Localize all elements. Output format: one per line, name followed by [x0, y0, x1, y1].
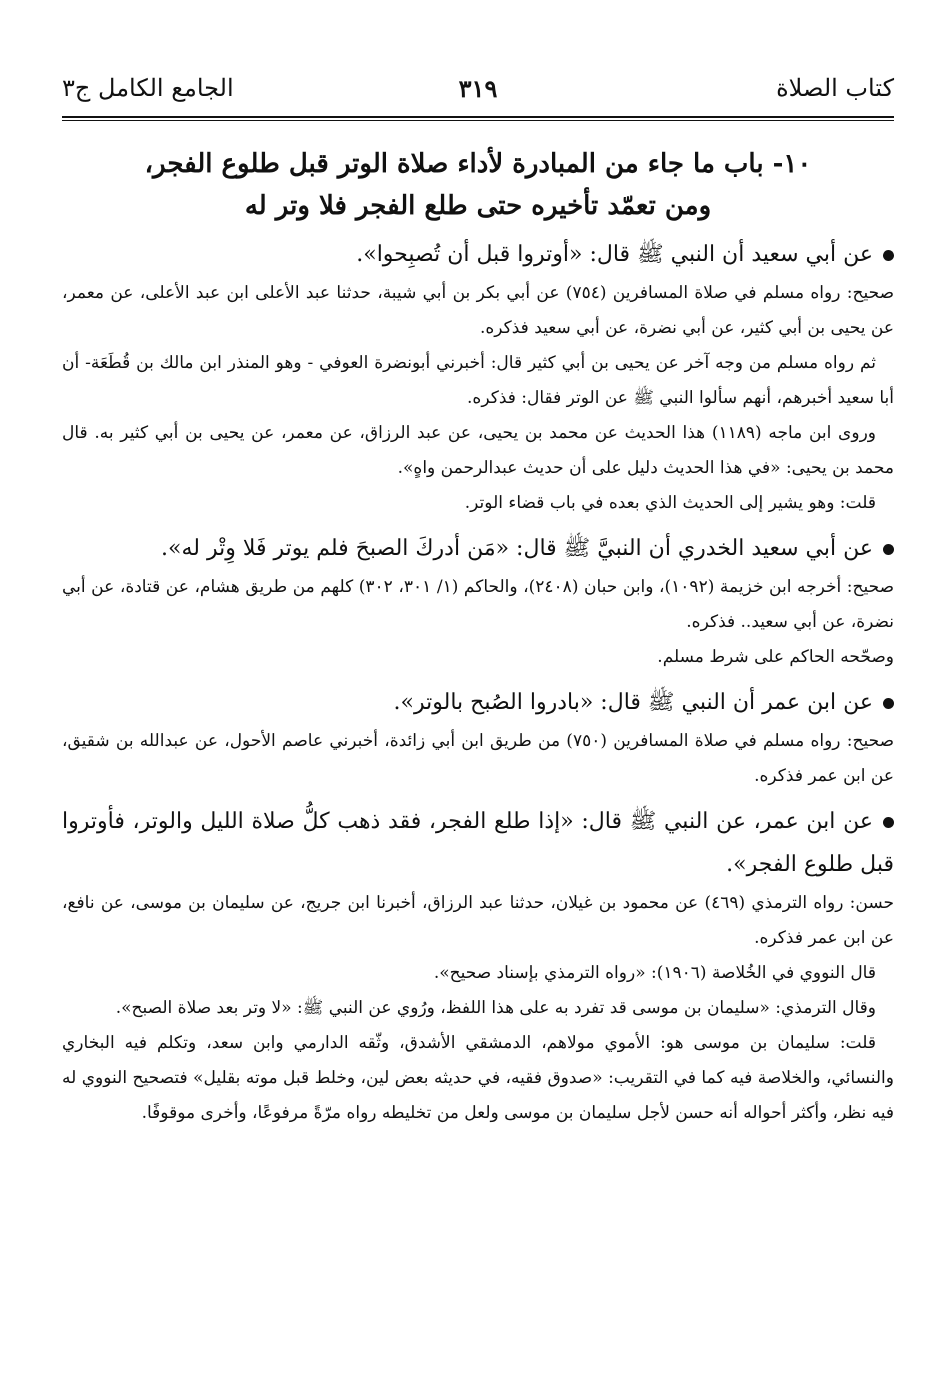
commentary-paragraph: قال النووي في الخُلاصة (١٩٠٦): «رواه الترمذي بإسناد صحيح».: [433, 963, 876, 983]
hadith-text: [62, 233, 894, 276]
commentary-paragraph: صحيح: رواه مسلم في صلاة المسافرين (٧٥٠) من طريق ابن أبي زائدة، أخبرني عاصم الأحول، عن عبدالله بن شقيق، عن ابن عمر فذكره.: [62, 731, 894, 786]
book-title: كتاب الصلاة: [776, 74, 894, 102]
book-page: [62, 70, 894, 1131]
hadith-body: عن ابن عمر، عن النبي ﷺ قال: «إذا طلع الفجر، فقد ذهب كلُّ صلاة الليل والوتر، فأوتروا قبل طلوع الفجر».: [62, 809, 894, 877]
chapter-title-line: ومن تعمّد تأخيره حتى طلع الفجر فلا وتر له: [244, 191, 712, 221]
commentary-paragraph: وقال الترمذي: «سليمان بن موسى قد تفرد به على هذا اللفظ، ورُوي عن النبي ﷺ: «لا وتر بعد صلاة الصبح».: [115, 998, 876, 1018]
header-rule: [62, 116, 894, 118]
hadith-body: عن أبي سعيد أن النبي ﷺ قال: «أوتروا قبل أن تُصبِحوا».: [356, 242, 873, 267]
commentary-paragraph: وروى ابن ماجه (١١٨٩) هذا الحديث عن محمد بن يحيى، عن عبد الرزاق، عن معمر، عن يحيى بن أبي كثير به. قال محمد بن يحيى: «في هذا الحديث دليل على أن حديث عبدالرحمن واهٍ».: [62, 423, 894, 478]
commentary-paragraph: صحيح: أخرجه ابن خزيمة (١٠٩٢)، وابن حبان (٢٤٠٨)، والحاكم (١/ ٣٠١، ٣٠٢) كلهم من طريق هشام، عن قتادة، عن أبي نضرة، عن أبي سعيد.. فذكره.: [62, 577, 895, 632]
header-rule-thin: [62, 120, 894, 121]
bullet-icon: [883, 817, 894, 828]
bullet-icon: [883, 250, 894, 261]
hadith-text: [62, 527, 894, 570]
hadith-text: [62, 800, 894, 886]
commentary-paragraph: صحيح: رواه مسلم في صلاة المسافرين (٧٥٤) عن أبي بكر بن أبي شيبة، حدثنا عبد الأعلى ابن عبد الأعلى، عن معمر، عن يحيى بن أبي كثير، عن أبي نضرة، عن أبي سعيد فذكره.: [62, 283, 895, 338]
hadith-body: عن أبي سعيد الخدري أن النبيَّ ﷺ قال: «مَن أدركَ الصبحَ فلم يوتر فَلا وِتْر له».: [161, 536, 873, 561]
hadith-text: [62, 681, 894, 724]
commentary-paragraph: حسن: رواه الترمذي (٤٦٩) عن محمود بن غيلان، حدثنا عبد الرزاق، أخبرنا ابن جريج، عن سليمان بن موسى، عن نافع، عن ابن عمر فذكره.: [62, 893, 895, 948]
commentary-paragraph: قلت: سليمان بن موسى هو: الأموي مولاهم، الدمشقي الأشدق، وثّقه الدارمي وابن سعد، وتكلم فيه البخاري والنسائي، والخلاصة فيه كما في التقريب: «صدوق فقيه، في حديثه بعض لين، وخلط قبل موته بقليل» فتصحيح النووي له فيه نظر، وأكثر أحواله أنه حسن لأجل سليمان بن موسى ولعل من تخليطه رواه مرّةً مرفوعًا، وأخرى موقوفًا.: [62, 1033, 894, 1123]
commentary-paragraph: قلت: وهو يشير إلى الحديث الذي بعده في باب قضاء الوتر.: [464, 493, 876, 513]
commentary-paragraph: وصحّحه الحاكم على شرط مسلم.: [657, 647, 894, 667]
bullet-icon: [883, 698, 894, 709]
volume-label: الجامع الكامل ج٣: [62, 74, 234, 102]
page-number: ٣١٩: [458, 74, 498, 103]
chapter-title-line: ١٠- باب ما جاء من المبادرة لأداء صلاة الوتر قبل طلوع الفجر،: [144, 149, 812, 179]
hadith-body: عن ابن عمر أن النبي ﷺ قال: «بادروا الصُبح بالوتر».: [393, 690, 873, 715]
chapter-content: [62, 233, 894, 1131]
commentary-paragraph: ثم رواه مسلم من وجه آخر عن يحيى بن أبي كثير قال: أخبرني أبونضرة العوفي - وهو المنذر ابن مالك بن قُطَعَة- أن أبا سعيد أخبرهم، أنهم سألوا النبي ﷺ عن الوتر فقال: فذكره.: [62, 353, 894, 408]
bullet-icon: [883, 544, 894, 555]
page-header: [62, 70, 894, 110]
chapter-title: [62, 143, 894, 227]
